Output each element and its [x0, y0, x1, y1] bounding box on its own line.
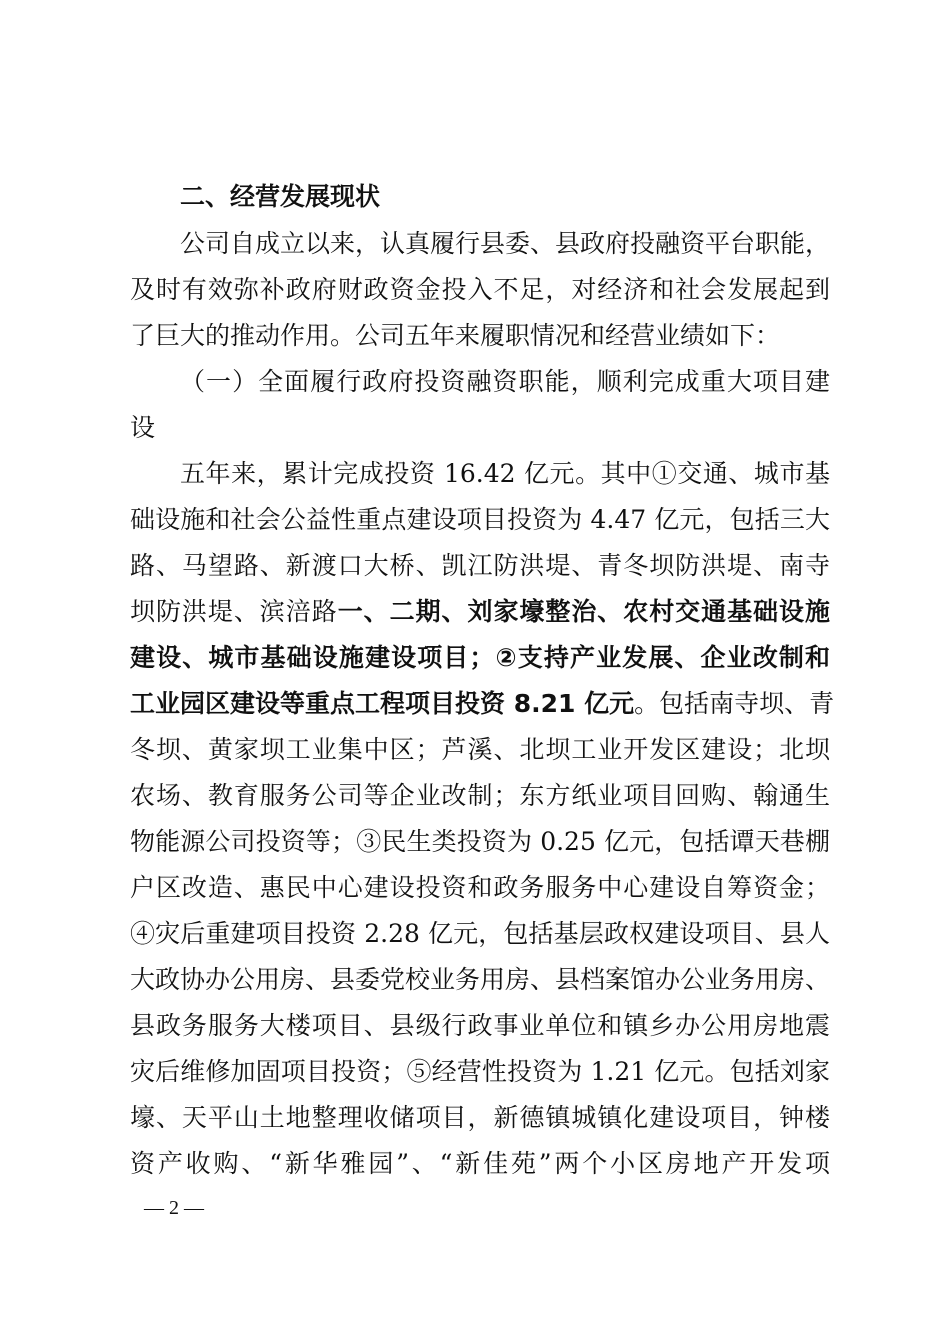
body-line-2: 础设施和社会公益性重点建设项目投资为 4.47 亿元，包括三大: [130, 505, 830, 534]
body-line-8: 农场、教育服务公司等企业改制；东方纸业项目回购、翰通生: [130, 781, 830, 810]
subsection-heading-line-2: 设: [130, 413, 156, 442]
intro-line-2: 及时有效弥补政府财政资金投入不足，对经济和社会发展起到: [130, 275, 830, 304]
body-line-4: [130, 589, 830, 635]
page-number: — 2 —: [144, 1197, 204, 1219]
body-line-6: [130, 681, 835, 727]
body-line-7: 冬坝、黄家坝工业集中区；芦溪、北坝工业开发区建设；北坝: [130, 735, 830, 764]
body-line-13: 县政务服务大楼项目、县级行政事业单位和镇乡办公用房地震: [130, 1011, 830, 1040]
body-line-12: 大政协办公用房、县委党校业务用房、县档案馆办公业务用房、: [130, 965, 831, 994]
section-heading: 二、经营发展现状: [180, 182, 381, 211]
intro-line-1: 公司自成立以来，认真履行县委、县政府投融资平台职能，: [180, 229, 831, 258]
intro-line-3: 了巨大的推动作用。公司五年来履职情况和经营业绩如下：: [130, 321, 781, 350]
body-line-6-bold: 工业园区建设等重点工程项目投资 8.21 亿元: [130, 689, 635, 718]
body-line-3: 路、马望路、新渡口大桥、凯江防洪堤、青冬坝防洪堤、南寺: [130, 551, 830, 580]
body-line-15: 壕、天平山土地整理收储项目，新德镇城镇化建设项目，钟楼: [130, 1103, 830, 1132]
body-line-4-bold: 一、二期、刘家壕整治、农村交通基础设施: [337, 597, 830, 626]
body-line-9: 物能源公司投资等；③民生类投资为 0.25 亿元，包括谭天巷棚: [130, 827, 830, 856]
body-line-1: 五年来，累计完成投资 16.42 亿元。其中①交通、城市基: [180, 459, 830, 488]
body-line-6-normal: 。包括南寺坝、青: [634, 689, 835, 718]
subsection-heading-line-1: （一）全面履行政府投资融资职能，顺利完成重大项目建: [180, 367, 830, 396]
body-line-14: 灾后维修加固项目投资；⑤经营性投资为 1.21 亿元。包括刘家: [130, 1057, 830, 1086]
body-line-11: ④灾后重建项目投资 2.28 亿元，包括基层政权建设项目、县人: [130, 919, 830, 948]
body-line-10: 户区改造、惠民中心建设投资和政务服务中心建设自筹资金；: [130, 873, 830, 902]
body-line-4-normal: 坝防洪堤、滨涪路: [130, 597, 338, 626]
body-line-16: 资产收购、“新华雅园”、“新佳苑”两个小区房地产开发项: [130, 1149, 830, 1178]
body-line-5: 建设、城市基础设施建设项目；②支持产业发展、企业改制和: [130, 643, 830, 672]
